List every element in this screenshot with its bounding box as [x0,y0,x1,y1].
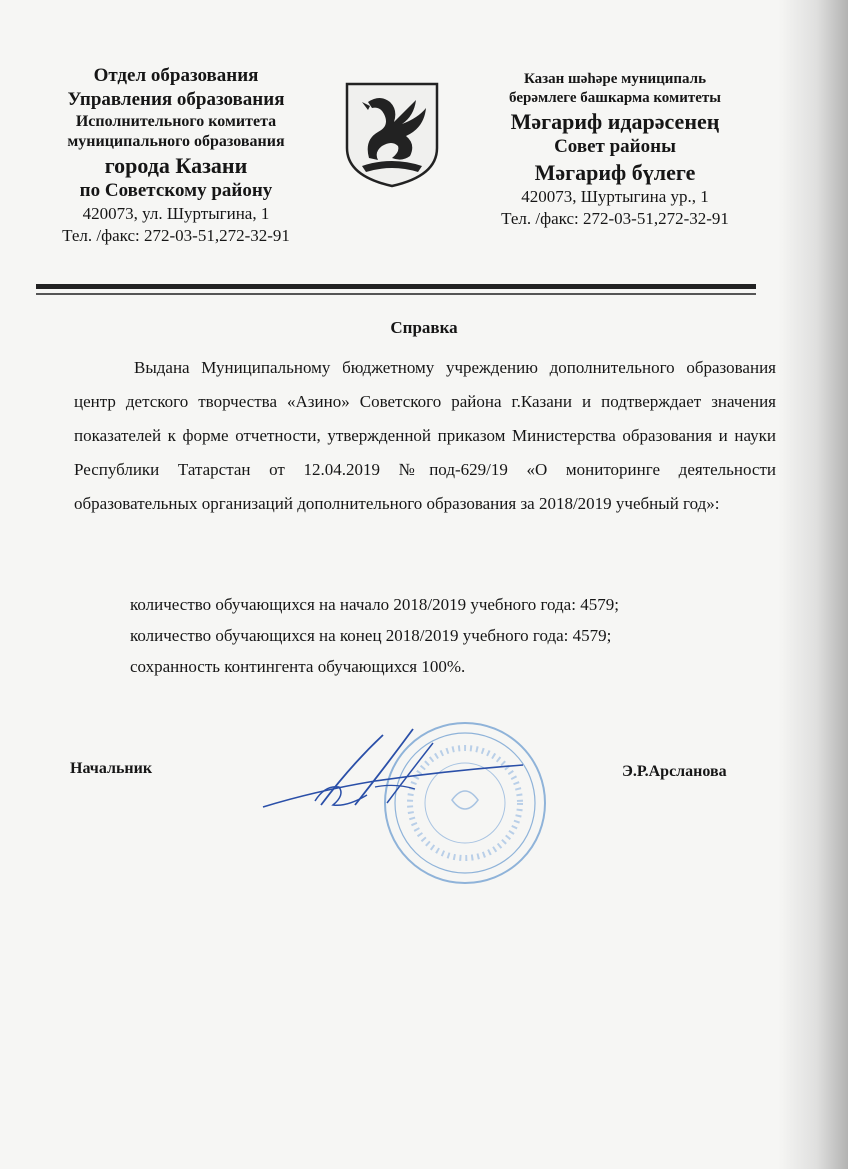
header-right-line4: Совет районы [554,136,676,157]
header-right-tatar [470,70,760,230]
header-left-address: 420073, ул. Шуртыгина, 1 [82,204,270,223]
header-left-line5: города Казани [104,153,248,178]
metric-end-count: количество обучающихся на конец 2018/2019 учебного года: 4579; [130,626,612,645]
kazan-coat-of-arms-icon [344,82,440,188]
scan-shadow-edge [778,0,848,1169]
header-left-phone: Тел. /факс: 272-03-51,272-32-91 [62,226,290,245]
header-left-line4: муниципального образования [67,133,285,150]
header-right-line3: Мәгариф идарәсенең [510,109,720,134]
metric-retention: сохранность контингента обучающихся 100%. [130,657,466,676]
document-title: Справка [390,318,458,337]
handwritten-signature [255,725,535,825]
header-left-russian [30,64,322,247]
metrics-list [130,589,770,682]
signatory-position: Начальник [70,760,153,777]
header-left-line2: Управления образования [67,89,285,110]
metric-start-count: количество обучающихся на начало 2018/2019 учебного года: 4579; [130,595,619,614]
header-right-phone: Тел. /факс: 272-03-51,272-32-91 [501,209,729,228]
header-left-line6: по Советскому району [79,180,273,201]
header-left-line1: Отдел образования [93,65,259,86]
header-right-line5: Мәгариф бүлеге [534,160,696,185]
header-right-line1: Казан шәһәре муниципаль [523,71,707,87]
document-body: Выдана Муниципальному бюджетному учреждению дополнительного образования центр детского творчества «Азино» Советского района г.Казани и подтверждает значения показателей к форме отчетности, утвержденной приказом Министерства образования и науки Республики Татарстан от 12.04.2019 №под-629/19 «О мониторинге деятельности образовательных организаций дополнительного образования за 2018/2019 учебный год»: [74,358,776,513]
header-divider-thin [36,293,756,295]
header-right-line2: берәмлеге башкарма комитеты [509,90,721,106]
header-divider-thick [36,284,756,289]
signatory-name: Э.Р.Арсланова [622,763,727,780]
header-right-address: 420073, Шуртыгина ур., 1 [521,187,709,206]
header-left-line3: Исполнительного комитета [75,113,277,130]
